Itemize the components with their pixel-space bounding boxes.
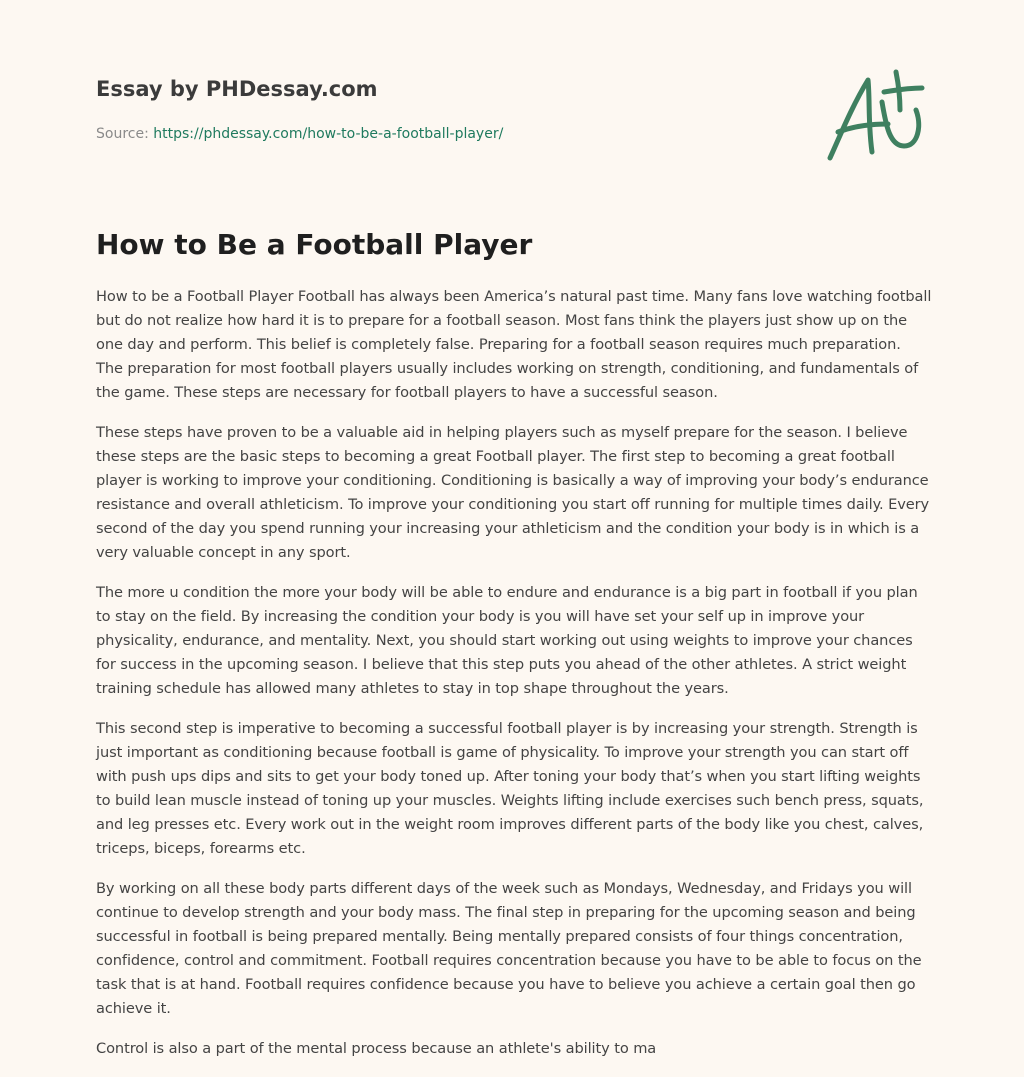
- essay-body: [96, 285, 932, 1077]
- source-label: Source:: [96, 126, 154, 142]
- a-plus-logo-icon: [818, 66, 928, 166]
- source-link[interactable]: https://phdessay.com/how-to-be-a-football-player/: [153, 126, 504, 142]
- brand-title: Essay by PHDessay.com: [96, 77, 378, 101]
- paragraph: This second step is imperative to becoming a successful football player is by increasing your strength. Strength is just important as conditioning because football is game of physicality. To improve your strength you can start off with push ups dips and sits to get your body toned up. After toning your body that’s when you start lifting weights to build lean muscle instead of toning up your muscles. Weights lifting include exercises such bench press, squats, and leg presses etc. Every work out in the weight room improves different parts of the body like you chest, calves, triceps, biceps, forearms etc.: [96, 720, 924, 857]
- paragraph: These steps have proven to be a valuable aid in helping players such as myself prepare for the season. I believe these steps are the basic steps to becoming a great Football player. The first step to becoming a great football player is working to improve your conditioning. Conditioning is basically a way of improving your body’s endurance resistance and overall athleticism. To improve your conditioning you start off running for multiple times daily. Every second of the day you spend running your increasing your athleticism and the condition your body is in which is a very valuable concept in any sport.: [96, 424, 930, 561]
- paragraph: How to be a Football Player Football has always been America’s natural past time. Many fans love watching football but do not realize how hard it is to prepare for a football season. Most fans think the players just show up on the one day and perform. This belief is completely false. Preparing for a football season requires much preparation. The preparation for most football players usually includes working on strength, conditioning, and fundamentals of the game. These steps are necessary for football players to have a successful season.: [96, 288, 932, 401]
- paragraph: By working on all these body parts different days of the week such as Mondays, Wednesday, and Fridays you will continue to develop strength and your body mass. The final step in preparing for the upcoming season and being successful in football is being prepared mentally. Being mentally prepared consists of four things concentration, confidence, control and commitment. Football requires concentration because you have to be able to focus on the task that is at hand. Football requires confidence because you have to believe you achieve a certain goal then go achieve it.: [96, 880, 922, 1017]
- paragraph: Control is also a part of the mental process because an athlete's ability to ma: [96, 1040, 657, 1057]
- essay-header: [96, 74, 796, 144]
- paragraph: The more u condition the more your body will be able to endure and endurance is a big part in football if you plan to stay on the field. By increasing the condition your body is you will have set your self up in improve your physicality, endurance, and mentality. Next, you should start working out using weights to improve your chances for success in the upcoming season. I believe that this step puts you ahead of the other athletes. A strict weight training schedule has allowed many athletes to stay in top shape throughout the years.: [96, 584, 918, 697]
- source-line: [96, 124, 796, 144]
- page-title: How to Be a Football Player: [96, 228, 533, 261]
